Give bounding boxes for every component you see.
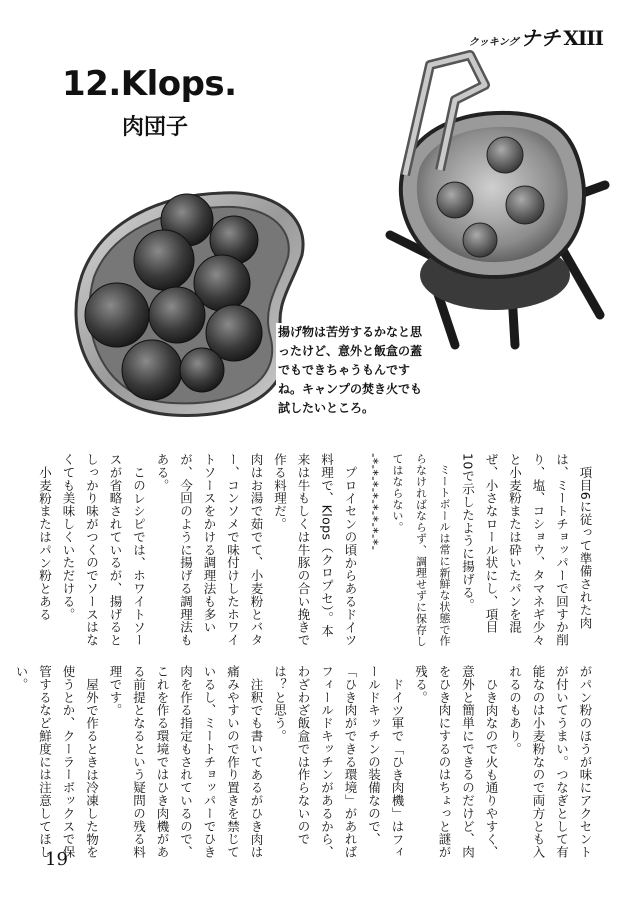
paragraph: 注釈でも書いてあるがひき肉は痛みやすいので作り置きを禁じているし、ミートチョッパーでひき肉を作る指定もされているので、これを作る環境ではひき肉機がある前提となるという疑問の残る料理です。 [108,665,264,859]
paragraph: ひき肉なので火も通りやすく、意外と簡単にできるのだけど、肉をひき肉にするのはちょっと謎が残る。 [413,665,499,859]
page-number: 19 [45,849,68,870]
meatballs-in-tin-photo [52,165,312,435]
divider: -*-*-*-*-*-*-*-*- [366,453,382,551]
logo-big-text: ナチ [520,26,561,50]
recipe-title: 12.Klops. [62,64,237,104]
body-text-upper [37,453,597,648]
paragraph: 項目6に従って準備された肉は、ミートチョッパーで回すか削り、塩、コショウ、タマネギ少々と小麦粉または砕いたパンを混ぜ、小さなロール状にし、項目10で示したように揚げる。 [460,453,593,647]
paragraph: ミートボールは常に新鮮な状態で作らなければならず、調理せずに保存してはならない。 [391,453,451,647]
logo-small-text: クッキング [468,37,519,48]
paragraph: ドイツ軍で「ひき肉機」はフィールドキッチンの装備なので、「ひき肉ができる環境」があればフィールドキッチンがあるから、わざわざ飯盒では作らないのでは？と思う。 [272,665,405,859]
logo-volume: XIII [563,26,603,50]
paragraph: このレシピでは、ホワイトソースが省略されているが、揚げるとしっかり味がつくのでソースはなくても美味しくいただける。 [61,453,147,647]
paragraph: プロイセンの頃からあるドイツ料理で、Klops（クロプセ）。本来は牛もしくは牛豚の合い挽きで作る料理だ。 [272,453,358,647]
paragraph: 屋外で作るときは冷凍した物を使うとか、クーラーボックスで保管するなど鮮度には注意してほしい。 [14,665,100,859]
frying-pan-stove-photo [360,45,610,355]
photo-caption: 揚げ物は苦労するかなと思ったけど、意外と飯盒の蓋でもできちゃうもんですね。キャンプの焚き火でも試したいところ。 [276,323,430,418]
paragraph: 小麦粉またはパン粉とある [37,465,53,621]
paragraph: 肉はお湯で茹でて、小麦粉とバター、コンソメで味付けしたホワイトソースをかける調理法も多いが、今回のように揚げる調理法もある。 [155,453,264,647]
paragraph: がパン粉のほうが味にアクセントが付いてうまい。つなぎとして有能なのは小麦粉なので両方とも入れるのもあり。 [507,665,593,859]
recipe-subtitle: 肉団子 [122,115,189,140]
